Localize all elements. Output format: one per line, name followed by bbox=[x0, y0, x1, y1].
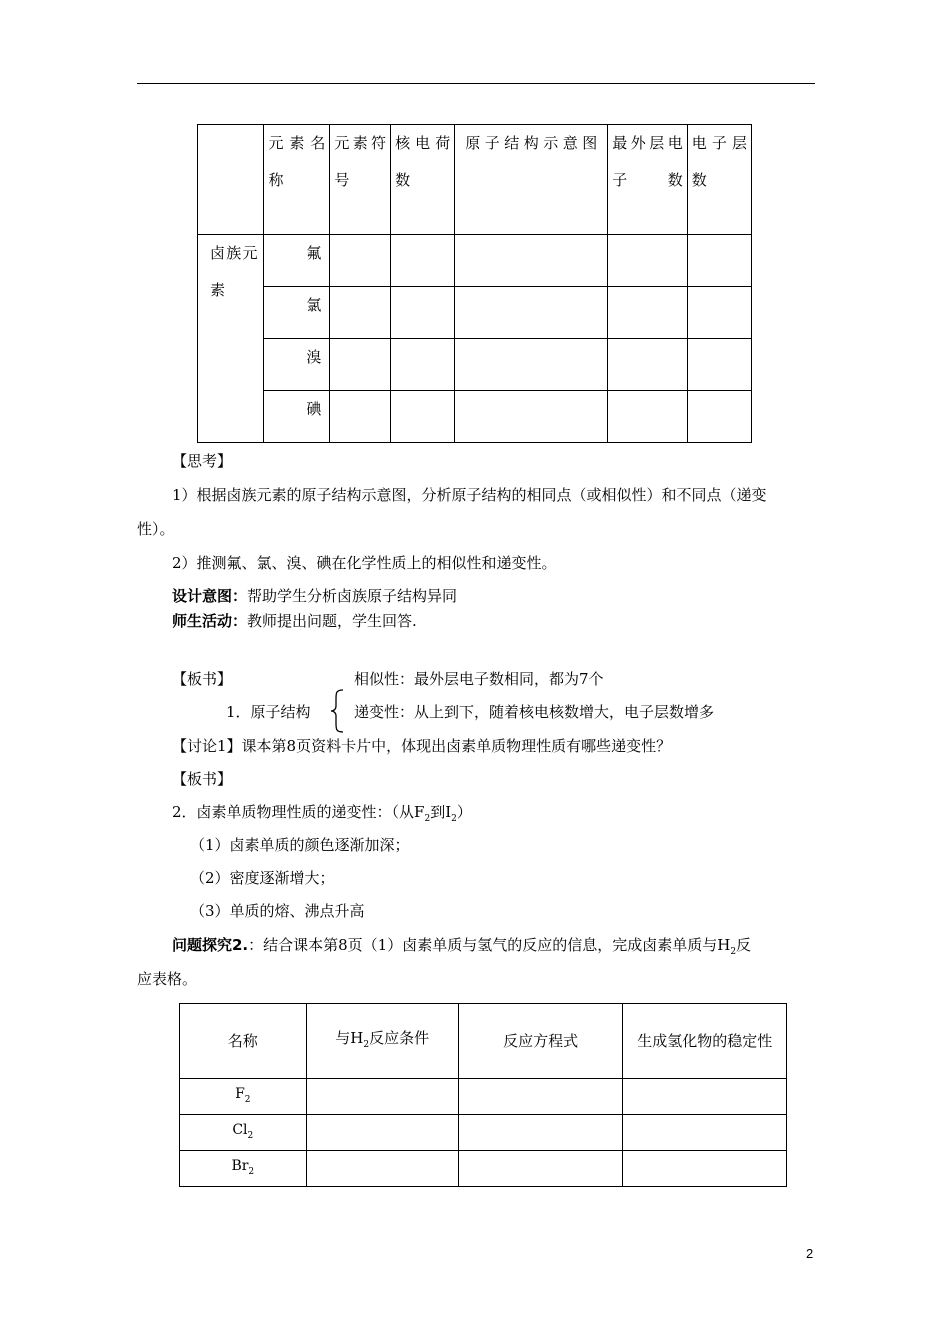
element-chlorine: 氯 bbox=[264, 287, 330, 339]
header-cond-b: 反应条件 bbox=[369, 1028, 430, 1047]
design-intent-label: 设计意图： bbox=[172, 587, 248, 605]
element-fluorine: 氟 bbox=[264, 235, 330, 287]
explore-question bbox=[172, 934, 751, 963]
explore-text-b: 反 bbox=[736, 936, 752, 954]
cell bbox=[687, 235, 751, 287]
teacher-activity bbox=[172, 610, 417, 632]
cell bbox=[608, 339, 688, 391]
cell bbox=[608, 287, 688, 339]
cell bbox=[623, 1151, 787, 1187]
header-reaction-condition bbox=[306, 1004, 458, 1079]
think-question-1-cont: 性）。 bbox=[137, 520, 175, 538]
cell bbox=[330, 287, 391, 339]
cell bbox=[687, 391, 751, 443]
physical-trend-title bbox=[172, 801, 472, 830]
cell bbox=[455, 235, 608, 287]
trend-line: 递变性：从上到下，随着核电核数增大，电子层数增多 bbox=[354, 703, 715, 721]
atomic-structure-item: 1．原子结构 bbox=[226, 703, 311, 721]
header-stability: 生成氢化物的稳定性 bbox=[623, 1004, 787, 1079]
cell bbox=[330, 391, 391, 443]
physical-trend-title-c: ） bbox=[456, 803, 472, 821]
group-label-halogens: 卤族元素 bbox=[198, 235, 264, 443]
header-shell-count: 电子层数 bbox=[687, 125, 751, 235]
cell bbox=[455, 339, 608, 391]
board-heading-1: 【板书】 bbox=[172, 670, 233, 688]
cell bbox=[608, 235, 688, 287]
subscript: 2 bbox=[451, 814, 457, 824]
cell bbox=[306, 1151, 458, 1187]
subscript: 2 bbox=[424, 814, 431, 824]
header-structure-diagram: 原子结构示意图 bbox=[455, 125, 608, 235]
cell bbox=[458, 1079, 623, 1115]
physical-trend-title-a: 2．卤素单质物理性质的递变性：（从F bbox=[172, 803, 425, 821]
cell bbox=[391, 287, 455, 339]
cell bbox=[458, 1151, 623, 1187]
similarity-line: 相似性：最外层电子数相同，都为7个 bbox=[354, 670, 604, 688]
cell bbox=[608, 391, 688, 443]
physical-trend-title-b: 到I bbox=[430, 803, 452, 821]
subscript: 2 bbox=[363, 1039, 370, 1050]
header-name: 名称 bbox=[180, 1004, 307, 1079]
physical-point-2: （2）密度逐渐增大； bbox=[190, 869, 335, 887]
hydrogen-reaction-table bbox=[179, 1003, 787, 1187]
think-question-2: 2）推测氟、氯、溴、碘在化学性质上的相似性和递变性。 bbox=[172, 554, 557, 572]
physical-point-3: （3）单质的熔、沸点升高 bbox=[190, 902, 365, 920]
subscript: 2 bbox=[248, 1166, 255, 1177]
cell bbox=[623, 1079, 787, 1115]
row-name-br2 bbox=[180, 1151, 307, 1187]
teacher-activity-text: 教师提出问题，学生回答. bbox=[247, 612, 417, 630]
cell bbox=[458, 1115, 623, 1151]
board-heading-2: 【板书】 bbox=[172, 770, 233, 788]
subscript: 2 bbox=[730, 947, 737, 957]
header-equation: 反应方程式 bbox=[458, 1004, 623, 1079]
header-cond-a: 与H bbox=[335, 1028, 364, 1047]
formula-base: Cl bbox=[232, 1121, 248, 1138]
header-outer-electrons: 最外层电子数 bbox=[608, 125, 688, 235]
row-name-cl2 bbox=[180, 1115, 307, 1151]
cell bbox=[391, 339, 455, 391]
explore-text-a: ：结合课本第8页（1）卤素单质与氢气的反应的信息，完成卤素单质与H bbox=[248, 936, 731, 954]
cell bbox=[330, 339, 391, 391]
formula-base: Br bbox=[231, 1157, 249, 1174]
think-question-1: 1）根据卤族元素的原子结构示意图，分析原子结构的相同点（或相似性）和不同点（递变 bbox=[172, 486, 767, 504]
explore-question-cont: 应表格。 bbox=[137, 970, 198, 988]
subscript: 2 bbox=[244, 1094, 251, 1105]
cell bbox=[687, 287, 751, 339]
cell bbox=[306, 1079, 458, 1115]
header-element-symbol: 元素符号 bbox=[330, 125, 391, 235]
cell bbox=[623, 1115, 787, 1151]
brace-icon bbox=[329, 689, 347, 733]
element-bromine: 溴 bbox=[264, 339, 330, 391]
cell bbox=[391, 235, 455, 287]
teacher-activity-label: 师生活动： bbox=[172, 612, 248, 630]
discussion-1: 【讨论1】课本第8页资料卡片中，体现出卤素单质物理性质有哪些递变性？ bbox=[172, 737, 672, 755]
cell bbox=[306, 1115, 458, 1151]
think-heading: 【思考】 bbox=[172, 452, 233, 470]
cell bbox=[330, 235, 391, 287]
design-intent-text: 帮助学生分析卤族原子结构异同 bbox=[247, 587, 458, 605]
header-nuclear-charge: 核电荷数 bbox=[391, 125, 455, 235]
header-rule bbox=[137, 83, 815, 84]
subscript: 2 bbox=[247, 1130, 254, 1141]
explore-label: 问题探究2. bbox=[172, 936, 249, 954]
physical-point-1: （1）卤素单质的颜色逐渐加深； bbox=[190, 836, 410, 854]
row-name-f2 bbox=[180, 1079, 307, 1115]
cell bbox=[455, 391, 608, 443]
header-element-name: 元素名称 bbox=[264, 125, 330, 235]
design-intent bbox=[172, 585, 457, 607]
element-iodine: 碘 bbox=[264, 391, 330, 443]
halogen-structure-table bbox=[197, 124, 752, 443]
page-number: 2 bbox=[806, 1246, 814, 1261]
cell bbox=[391, 391, 455, 443]
cell bbox=[687, 339, 751, 391]
cell bbox=[455, 287, 608, 339]
table1-corner-cell bbox=[198, 125, 264, 235]
formula-base: F bbox=[235, 1085, 245, 1102]
